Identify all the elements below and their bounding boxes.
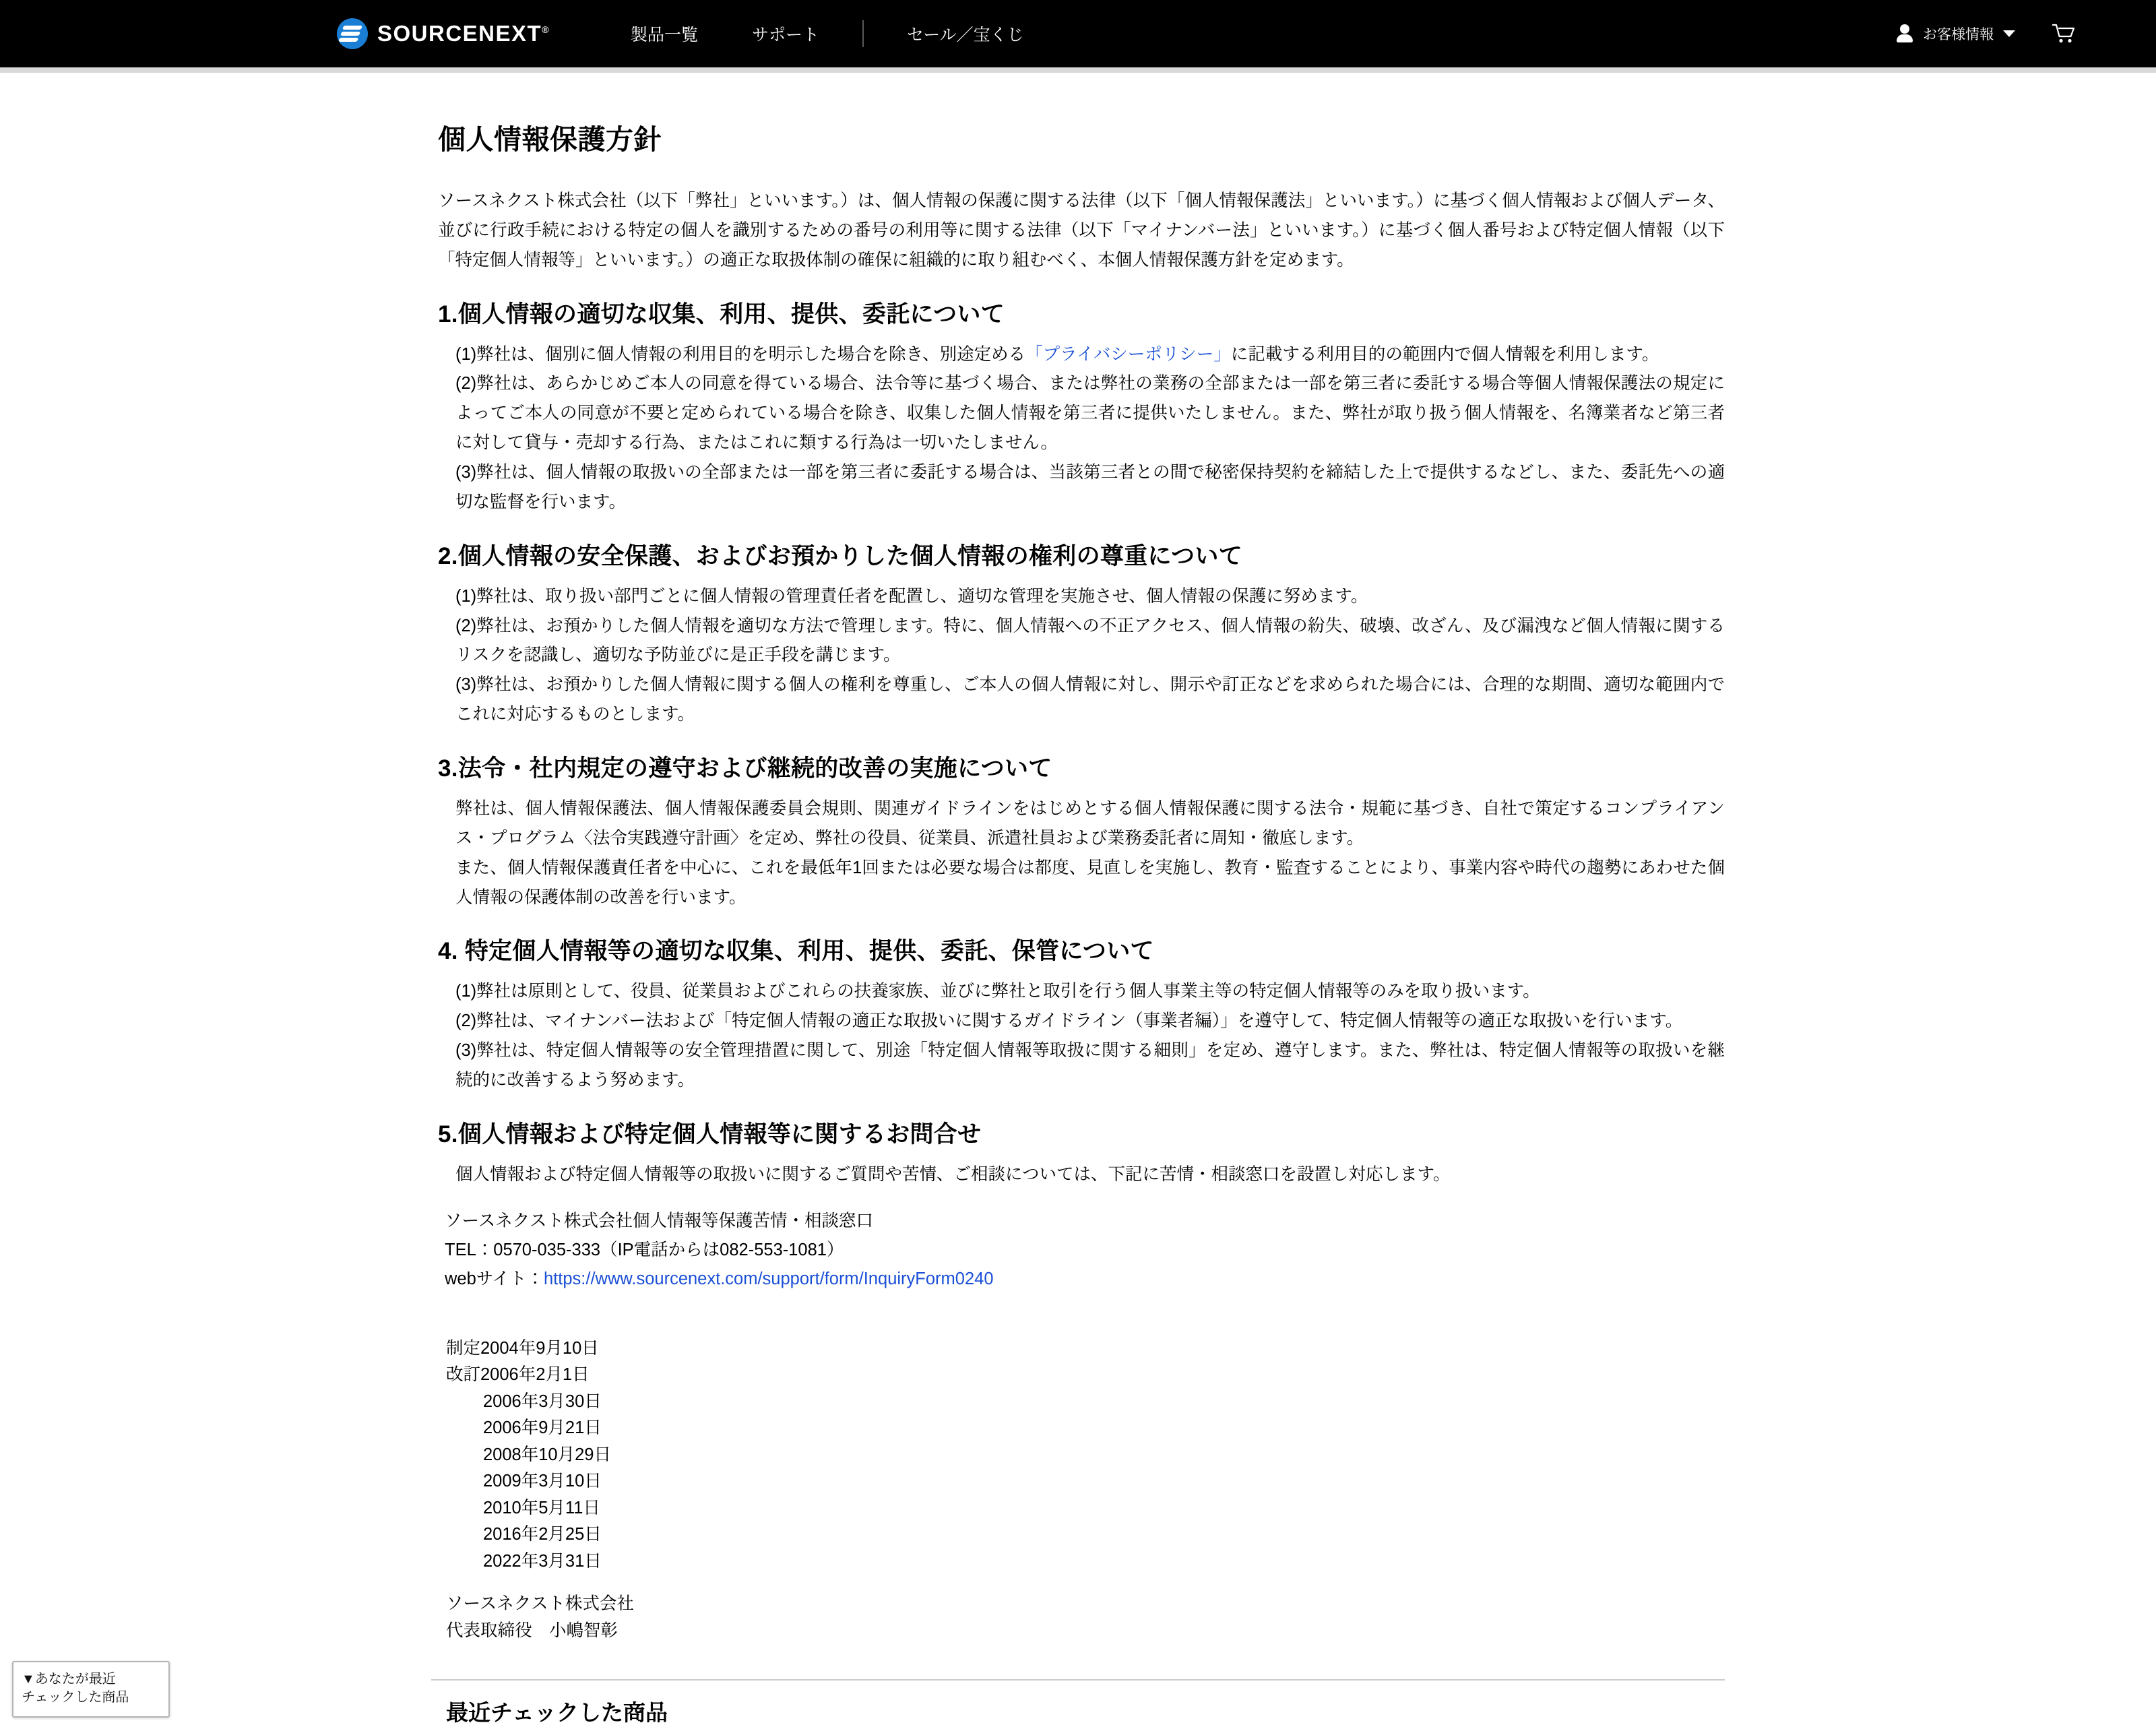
account-label: お客様情報	[1923, 27, 1994, 42]
chevron-down-icon	[2003, 30, 2015, 37]
recently-checked-heading: 最近チェックした商品	[446, 1700, 668, 1726]
established-date: 制定2004年9月10日	[446, 1338, 599, 1358]
nav-support[interactable]: サポート	[752, 26, 820, 44]
contact-web	[445, 1265, 1725, 1293]
section-1-paragraph-1	[455, 340, 1725, 370]
s1p1-prefix: (1)弊社は、個別に個人情報の利用目的を明示した場合を除き、別途定める	[455, 344, 1026, 364]
header-right	[1896, 24, 2075, 44]
page-body	[0, 73, 2156, 1727]
recently-checked-tab[interactable]	[12, 1661, 170, 1718]
registered-mark: ®	[542, 24, 550, 35]
account-menu[interactable]	[1896, 24, 2015, 44]
section-4-paragraph-2: (2)弊社は、マイナンバー法および「特定個人情報の適正な取扱いに関するガイドライン（事業者編）」を遵守して、特定個人情報等の適正な取扱いを行います。	[455, 1011, 1683, 1031]
sourcenext-logo-icon	[337, 18, 368, 49]
revised-date-6: 2016年2月25日	[483, 1525, 602, 1544]
revised-date-4: 2009年3月10日	[483, 1472, 602, 1491]
revised-date-3: 2008年10月29日	[483, 1445, 611, 1464]
section-heading-5: 5.個人情報および特定個人情報等に関するお問合せ	[438, 1121, 982, 1148]
section-3-paragraph-1: 弊社は、個人情報保護法、個人情報保護委員会規則、関連ガイドラインをはじめとする個人情報保護に関する法令・規範に基づき、自社で策定するコンプライアンス・プログラム〈法令実践遵守計画〉を定め、弊社の役員、従業員、派遣社員および業務委託者に周知・徹底します。	[455, 799, 1725, 848]
section-2-paragraph-3: (3)弊社は、お預かりした個人情報に関する個人の権利を尊重し、ご本人の個人情報に対し、開示や訂正などを求められた場合には、合理的な期間、適切な範囲内でこれに対応するものとします。	[455, 675, 1725, 724]
section-heading-4: 4. 特定個人情報等の適切な収集、利用、提供、委託、保管について	[438, 938, 1154, 965]
policy-document	[431, 73, 1725, 1644]
signature-block	[446, 1591, 1725, 1644]
recent-tab-line-2: チェックした商品	[22, 1690, 129, 1705]
site-header	[0, 0, 2156, 67]
logo-text: SOURCENEXT®	[377, 21, 550, 46]
signature-officer: 代表取締役 小嶋智彰	[446, 1621, 619, 1640]
recent-tab-line-1: ▼あなたが最近	[22, 1672, 116, 1687]
revision-history	[446, 1336, 1725, 1575]
section-4-paragraph-1: (1)弊社は原則として、役員、従業員およびこれらの扶養家族、並びに弊社と取引を行う個人事業主等の特定個人情報等のみを取り扱います。	[455, 982, 1540, 1001]
revised-date-5: 2010年5月11日	[483, 1498, 600, 1517]
revised-date-1: 2006年3月30日	[483, 1391, 602, 1411]
main-nav	[604, 20, 1051, 47]
section-4-paragraph-3: (3)弊社は、特定個人情報等の安全管理措置に関して、別途「特定個人情報等取扱に関する細則」を定め、遵守します。また、弊社は、特定個人情報等の取扱いを継続的に改善するよう努めます。	[455, 1041, 1725, 1090]
section-2-paragraph-1: (1)弊社は、取り扱い部門ごとに個人情報の管理責任者を配置し、適切な管理を実施させ、個人情報の保護に努めます。	[455, 586, 1368, 606]
section-3-paragraph-2: また、個人情報保護責任者を中心に、これを最低年1回または必要な場合は都度、見直しを実施し、教育・監査することにより、事業内容や時代の趨勢にあわせた個人情報の保護体制の改善を行います。	[455, 858, 1725, 907]
section-2-paragraph-2: (2)弊社は、お預かりした個人情報を適切な方法で管理します。特に、個人情報への不正アクセス、個人情報の紛失、破壊、改ざん、及び漏洩など個人情報に関するリスクを認識し、適切な予防並びに是正手段を講じます。	[455, 616, 1725, 665]
page-title: 個人情報保護方針	[438, 124, 662, 155]
nav-sale[interactable]: セール／宝くじ	[907, 26, 1024, 44]
privacy-policy-link[interactable]: 「プライバシーポリシー」	[1025, 344, 1231, 364]
section-1-paragraph-2: (2)弊社は、あらかじめご本人の同意を得ている場合、法令等に基づく場合、または弊社の業務の全部または一部を第三者に委託する場合等個人情報保護法の規定によってご本人の同意が不要と定められている場合を除き、収集した個人情報を第三者に提供いたしません。また、弊社が取り扱う個人情報を、名簿業者など第三者に対して貸与・売却する行為、またはこれに類する行為は一切いたしません。	[455, 374, 1725, 453]
header-bottom-rule	[0, 67, 2156, 73]
revised-date-7: 2022年3月31日	[483, 1551, 602, 1571]
inquiry-form-link[interactable]: https://www.sourcenext.com/support/form/InquiryForm0240	[544, 1269, 994, 1289]
s1p1-suffix: に記載する利用目的の範囲内で個人情報を利用します。	[1230, 344, 1659, 364]
contact-tel: TEL：0570-035-333（IP電話からは082-553-1081）	[445, 1241, 844, 1260]
contact-org: ソースネクスト株式会社個人情報等保護苦情・相談窓口	[445, 1211, 873, 1230]
recently-checked-section	[431, 1679, 1725, 1727]
signature-company: ソースネクスト株式会社	[446, 1594, 634, 1614]
contact-block	[445, 1207, 1725, 1294]
section-1-paragraph-3: (3)弊社は、個人情報の取扱いの全部または一部を第三者に委託する場合は、当該第三者との間で秘密保持契約を締結した上で提供するなどし、また、委託先への適切な監督を行います。	[455, 463, 1725, 511]
contact-web-label: webサイト：	[445, 1269, 544, 1289]
nav-products[interactable]: 製品一覧	[631, 26, 699, 44]
intro-paragraph: ソースネクスト株式会社（以下「弊社」といいます。）は、個人情報の保護に関する法律（以下「個人情報保護法」といいます。）に基づく個人情報および個人データ、並びに行政手続における特定の個人を識別するための番号の利用等に関する法律（以下「マイナンバー法」といいます。）に基づく個人番号および特定個人情報（以下「特定個人情報等」といいます。）の適正な取扱体制の確保に組織的に取り組むべく、本個人情報保護方針を定めます。	[438, 191, 1725, 270]
revised-date-first: 改訂2006年2月1日	[446, 1365, 590, 1385]
section-heading-3: 3.法令・社内規定の遵守および継続的改善の実施について	[438, 755, 1052, 782]
revised-date-2: 2006年9月21日	[483, 1418, 602, 1438]
section-heading-1: 1.個人情報の適切な収集、利用、提供、委託について	[438, 301, 1005, 327]
person-icon	[1896, 24, 1913, 43]
logo[interactable]	[337, 18, 550, 49]
nav-divider	[862, 20, 864, 47]
section-heading-2: 2.個人情報の安全保護、およびお預かりした個人情報の権利の尊重について	[438, 542, 1242, 569]
cart-icon[interactable]	[2052, 24, 2075, 44]
section-5-paragraph-1: 個人情報および特定個人情報等の取扱いに関するご質問や苦情、ご相談については、下記に苦情・相談窓口を設置し対応します。	[455, 1164, 1451, 1184]
